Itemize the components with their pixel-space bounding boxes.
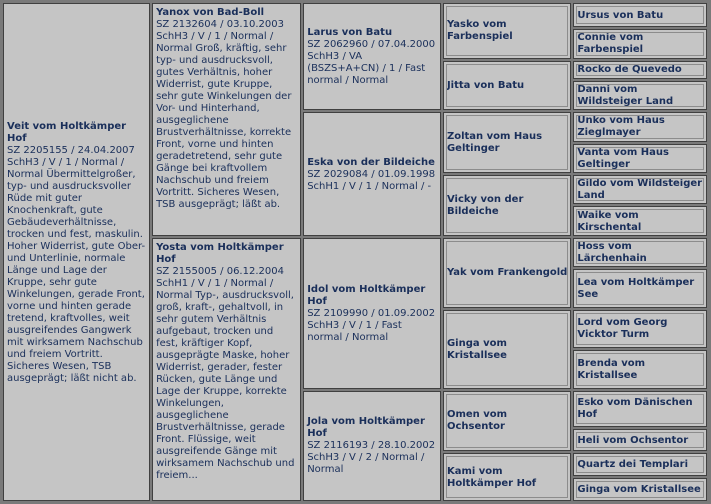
grandparent-cell-4 xyxy=(303,391,441,501)
sire-name[interactable]: Yanox von Bad-Boll xyxy=(156,7,265,18)
grandparent-name[interactable]: Eska von der Bildeiche xyxy=(307,156,435,168)
great-grandparent-name[interactable]: Ginga vom Kristallsee xyxy=(446,337,507,361)
ggg-cell-16 xyxy=(573,478,707,501)
ggg-cell-12 xyxy=(573,350,707,388)
ggg-name[interactable]: Heli vom Ochsentor xyxy=(577,434,689,446)
grandparent-details: SZ 2062960 / 07.04.2000 SchH3 / VA (BSZS+A+CN) / 1 / Fast normal / Normal xyxy=(307,39,436,87)
great-grandparent-cell-1 xyxy=(443,3,571,59)
ggg-name[interactable]: Waike vom Kirschental xyxy=(577,209,642,233)
ggg-name[interactable]: Ginga vom Kristallsee xyxy=(577,483,701,495)
ggg-name[interactable]: Connie vom Farbenspiel xyxy=(577,32,644,56)
ggg-name[interactable]: Ursus von Batu xyxy=(577,9,664,21)
great-grandparent-cell-8 xyxy=(443,453,571,501)
ggg-cell-6 xyxy=(573,144,707,173)
ggg-cell-2 xyxy=(573,29,707,58)
ggg-cell-4 xyxy=(573,81,707,110)
grandparent-details: SZ 2029084 / 01.09.1998 SchH1 / V / 1 / Normal / - xyxy=(307,168,436,192)
ggg-cell-5 xyxy=(573,112,707,141)
great-grandparent-name[interactable]: Yak vom Frankengold xyxy=(446,267,568,279)
ggg-name[interactable]: Danni vom Wildsteiger Land xyxy=(577,84,674,108)
ggg-name[interactable]: Brenda vom Kristallsee xyxy=(577,357,646,381)
grandparent-cell-1 xyxy=(303,3,441,110)
grandparent-cell-3 xyxy=(303,238,441,389)
grandparent-cell-2 xyxy=(303,112,441,236)
great-grandparent-name[interactable]: Yasko vom Farbenspiel xyxy=(446,19,513,43)
ggg-cell-9 xyxy=(573,238,707,267)
dam-details: SZ 2155005 / 06.12.2004 SchH1 / V / 1 / Normal / Normal Typ-, ausdrucksvoll, groß, kraft-, gehaltvoll, in sehr gutem Verhältnis aufgebaut, trocken und fest, kräftiger Kopf, ausgeprägte Maske, hoher Widerrist, gerader, fester Rücken, gute Länge und Lage der Kruppe, korrekte Winkelungen, ausgeglichene Brustverhältnisse, gerade Front. Flüssige, weit ausgreifende Gänge mit wirksamem Nachschub und freiem... xyxy=(156,265,295,481)
pedigree-table xyxy=(1,1,709,503)
dam-cell xyxy=(152,238,301,501)
ggg-cell-3 xyxy=(573,61,707,79)
great-grandparent-cell-4 xyxy=(443,175,571,236)
ggg-name[interactable]: Gildo vom Wildsteiger Land xyxy=(577,178,703,202)
ggg-name[interactable]: Lord vom Georg Vicktor Turm xyxy=(577,317,668,341)
ggg-name[interactable]: Vanta vom Haus Geltinger xyxy=(577,146,669,170)
great-grandparent-cell-5 xyxy=(443,238,571,308)
great-grandparent-name[interactable]: Omen vom Ochsentor xyxy=(446,409,508,433)
grandparent-details: SZ 2116193 / 28.10.2002 SchH3 / V / 2 / Normal / Normal xyxy=(307,440,436,476)
great-grandparent-cell-7 xyxy=(443,391,571,452)
sire-cell xyxy=(152,3,301,236)
great-grandparent-cell-2 xyxy=(443,61,571,111)
ggg-cell-1 xyxy=(573,3,707,27)
ggg-name[interactable]: Esko vom Dänischen Hof xyxy=(577,397,693,421)
ggg-name[interactable]: Quartz dei Templari xyxy=(577,458,688,470)
ggg-name[interactable]: Hoss vom Lärchenhain xyxy=(577,240,647,264)
grandparent-details: SZ 2109990 / 01.09.2002 SchH3 / V / 1 / Fast normal / Normal xyxy=(307,307,436,343)
great-grandparent-cell-3 xyxy=(443,112,571,173)
grandparent-name[interactable]: Idol vom Holtkämper Hof xyxy=(307,283,426,307)
dog-cell xyxy=(3,3,150,501)
ggg-name[interactable]: Lea vom Holtkämper See xyxy=(577,276,695,300)
dam-name[interactable]: Yosta vom Holtkämper Hof xyxy=(156,241,284,265)
ggg-cell-15 xyxy=(573,453,707,475)
ggg-cell-14 xyxy=(573,429,707,451)
ggg-name[interactable]: Unko vom Haus Zieglmayer xyxy=(577,115,665,139)
sire-details: SZ 2132604 / 03.10.2003 SchH3 / V / 1 / Normal / Normal Groß, kräftig, sehr typ- und ausdrucksvoll, gutes Verhältnis, hoher Widerrist, gute Kruppe, sehr gute Winkelungen der Vor- und Hinterhand, ausgeglichene Brustverhältnisse, korrekte Front, vorne und hinten geradetretend, sehr gute Gänge bei kraftvollem Nachschub und freiem Vortritt. Sicheres Wesen, TSB ausgeprägt; läßt ab. xyxy=(156,19,292,210)
great-grandparent-cell-6 xyxy=(443,310,571,389)
grandparent-name[interactable]: Larus von Batu xyxy=(307,27,393,39)
great-grandparent-name[interactable]: Zoltan vom Haus Geltinger xyxy=(446,131,543,155)
ggg-cell-11 xyxy=(573,310,707,348)
grandparent-name[interactable]: Jola vom Holtkämper Hof xyxy=(307,416,425,440)
dog-name[interactable]: Veit vom Holtkämper Hof xyxy=(7,120,127,144)
dog-details: SZ 2205155 / 24.04.2007 SchH3 / V / 1 / Normal / Normal Übermittelgroßer, typ- und ausdrucksvoller Rüde mit guter Knochenkraft, gute Gebäudeverhältnisse, trocken und fest, maskulin. Hoher Widerrist, gute Ober- und Unterlinie, normale Länge und Lage der Kruppe, sehr gute Winkelungen, gerade Front, vorne und hinten gerade tretend, kraftvolles, weit ausgreifendes Gangwerk mit wirksamem Nachschub und freiem Vortritt. Sicheres Wesen, TSB ausgeprägt; läßt nicht ab. xyxy=(7,144,146,384)
ggg-cell-8 xyxy=(573,206,707,235)
ggg-cell-7 xyxy=(573,175,707,204)
great-grandparent-name[interactable]: Vicky von der Bildeiche xyxy=(446,193,524,217)
ggg-name[interactable]: Rocko de Quevedo xyxy=(577,64,682,76)
great-grandparent-name[interactable]: Kami vom Holtkämper Hof xyxy=(446,465,537,489)
great-grandparent-name[interactable]: Jitta von Batu xyxy=(446,79,525,91)
ggg-cell-10 xyxy=(573,269,707,307)
ggg-cell-13 xyxy=(573,391,707,427)
